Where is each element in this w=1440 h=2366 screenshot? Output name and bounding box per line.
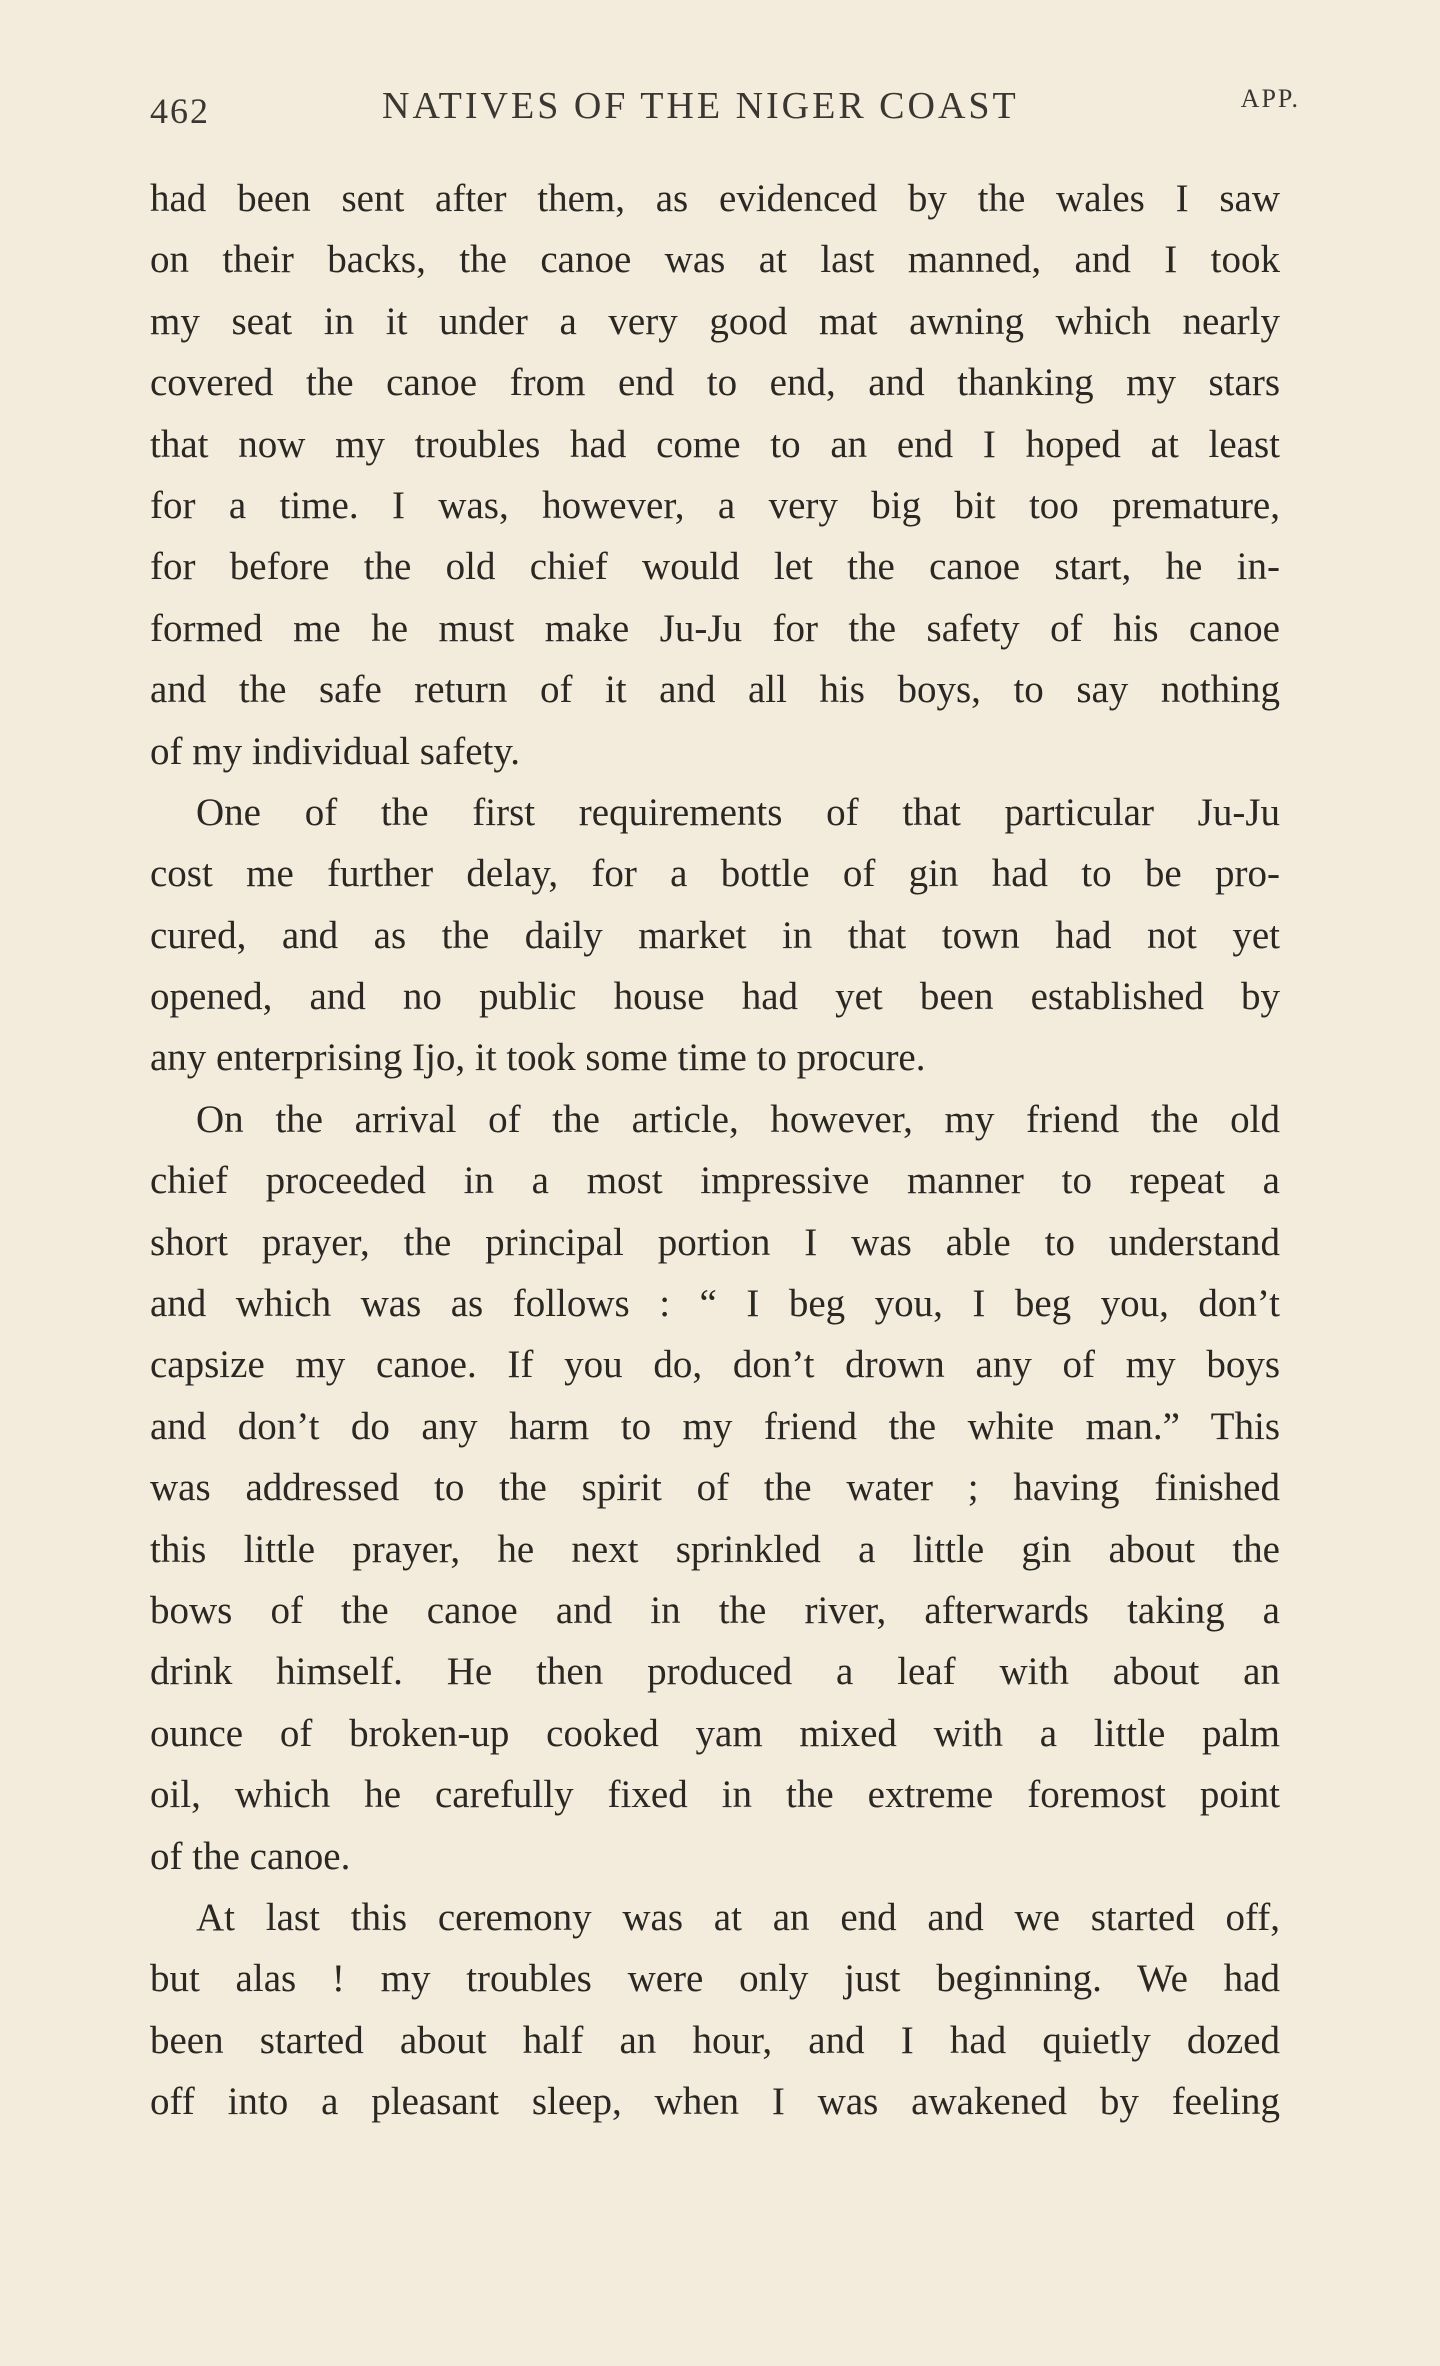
text-line: and the safe return of it and all his boys, to say nothing [150, 668, 1280, 712]
text-line: cured, and as the daily market in that town had not yet [150, 913, 1280, 957]
body-text [150, 168, 1280, 2133]
text-line: but alas ! my troubles were only just beginning. We had [150, 1957, 1280, 2001]
text-line: bows of the canoe and in the river, afterwards taking a [150, 1588, 1280, 1632]
text-line: on their backs, the canoe was at last manned, and I took [150, 238, 1280, 282]
page-number: 462 [150, 91, 210, 131]
text-line: off into a pleasant sleep, when I was awakened by feeling [150, 2080, 1280, 2124]
text-line: chief proceeded in a most impressive manner to repeat a [150, 1159, 1280, 1203]
text-line: this little prayer, he next sprinkled a little gin about the [150, 1527, 1280, 1571]
text-line: my seat in it under a very good mat awning which nearly [150, 299, 1280, 343]
text-line: short prayer, the principal portion I was able to understand [150, 1220, 1280, 1264]
text-line: opened, and no public house had yet been established by [150, 975, 1280, 1019]
text-line: was addressed to the spirit of the water ; having finished [150, 1466, 1280, 1510]
text-line: that now my troubles had come to an end I hoped at least [150, 422, 1280, 466]
text-line: On the arrival of the article, however, my friend the old [196, 1097, 1280, 1141]
running-header [150, 84, 1300, 134]
text-line: been started about half an hour, and I had quietly dozed [150, 2018, 1280, 2062]
text-line: formed me he must make Ju-Ju for the safety of his canoe [150, 606, 1280, 650]
text-line: drink himself. He then produced a leaf with about an [150, 1650, 1280, 1694]
text-line: of the canoe. [150, 1834, 351, 1878]
text-line: At last this ceremony was at an end and we started off, [196, 1895, 1280, 1939]
text-line: cost me further delay, for a bottle of gin had to be pro- [150, 852, 1280, 896]
text-line: covered the canoe from end to end, and thanking my stars [150, 361, 1280, 405]
text-line: and which was as follows : “ I beg you, I beg you, don’t [150, 1282, 1280, 1326]
text-line: capsize my canoe. If you do, don’t drown any of my boys [150, 1343, 1280, 1387]
running-title: NATIVES OF THE NIGER COAST [382, 85, 1019, 127]
text-line: and don’t do any harm to my friend the white man.” This [150, 1404, 1280, 1448]
section-mark: APP. [1240, 84, 1300, 113]
text-line: for a time. I was, however, a very big bit too premature, [150, 483, 1280, 527]
text-line: any enterprising Ijo, it took some time to procure. [150, 1036, 926, 1080]
text-line: One of the first requirements of that particular Ju-Ju [196, 790, 1280, 834]
text-line: had been sent after them, as evidenced by the wales I saw [150, 177, 1280, 220]
text-line: for before the old chief would let the canoe start, he in- [150, 545, 1280, 589]
text-line: oil, which he carefully fixed in the extreme foremost point [150, 1773, 1280, 1817]
text-line: of my individual safety. [150, 729, 521, 773]
text-line: ounce of broken-up cooked yam mixed with a little palm [150, 1711, 1280, 1755]
